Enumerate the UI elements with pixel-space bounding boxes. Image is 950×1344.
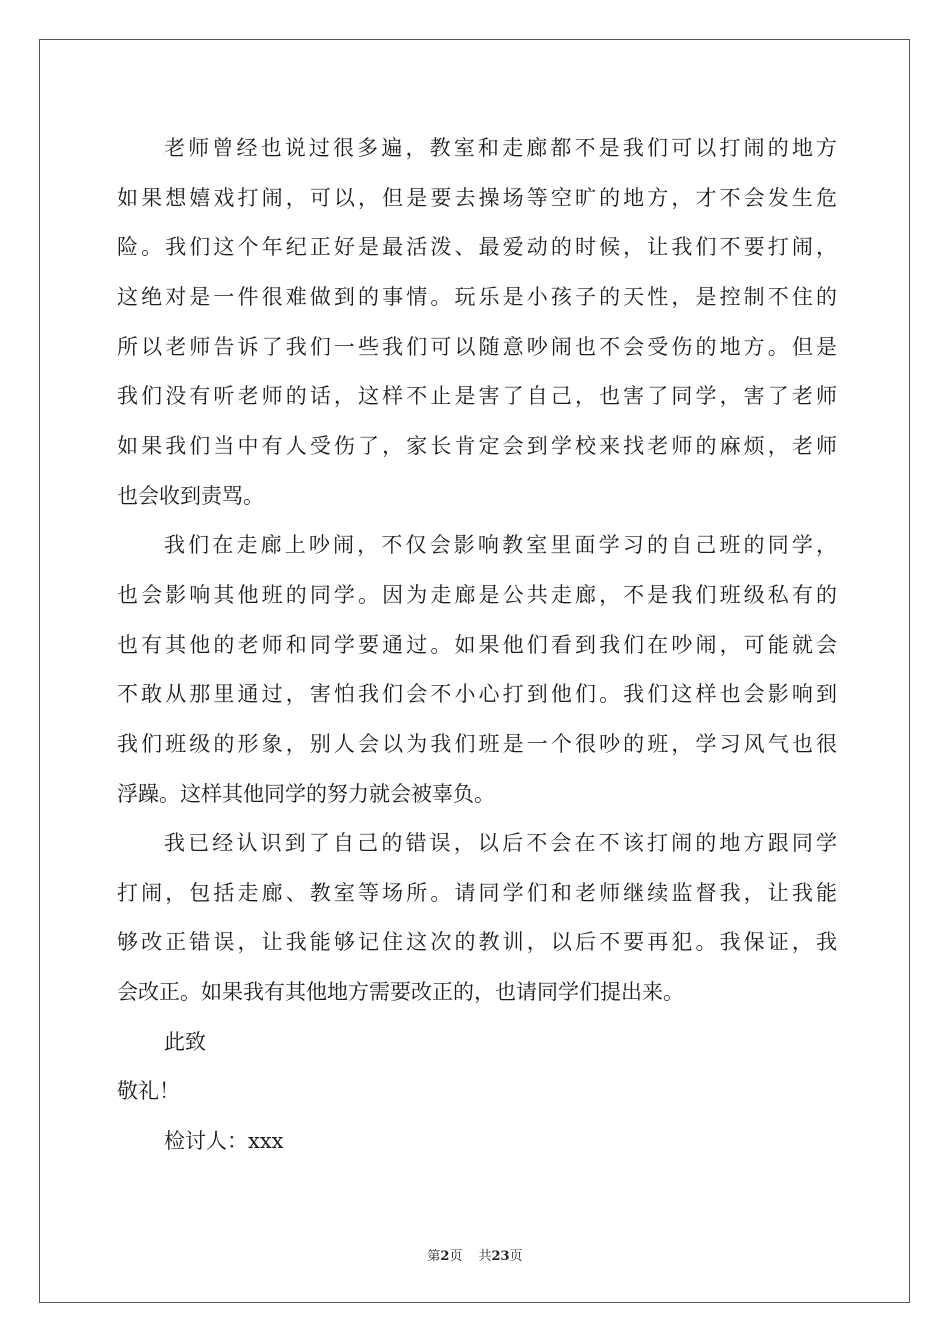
page-footer [0,1248,950,1266]
paragraph-2-line-2: 也会影响其他班的同学。因为走廊是公共走廊，不是我们班级私有的 [117,583,837,607]
paragraph-2-line-4: 不敢从那里通过，害怕我们会不小心打到他们。我们这样也会影响到 [117,682,837,706]
paragraph-1-line-8: 也会收到责骂。 [117,484,264,508]
paragraph-1-line-2: 如果想嬉戏打闹，可以，但是要去操场等空旷的地方，才不会发生危 [117,186,837,210]
paragraph-1-line-5: 所以老师告诉了我们一些我们可以随意吵闹也不会受伤的地方。但是 [117,335,837,359]
paragraph-2-line-5: 我们班级的形象，别人会以为我们班是一个很吵的班，学习风气也很 [117,732,837,756]
signature: 检讨人：xxx [164,1129,284,1153]
paragraph-1-line-3: 险。我们这个年纪正好是最活泼、最爱动的时候，让我们不要打闹， [117,235,837,259]
paragraph-3-line-1: 我已经认识到了自己的错误，以后不会在不该打闹的地方跟同学 [164,831,837,855]
respect-line: 敬礼！ [117,1079,180,1103]
total-prefix: 共 [478,1249,492,1264]
paragraph-3-line-3: 够改正错误，让我能够记住这次的教训，以后不要再犯。我保证，我 [117,930,837,954]
paragraph-2-line-3: 也有其他的老师和同学要通过。如果他们看到我们在吵闹，可能就会 [117,633,837,657]
paragraph-2-line-1: 我们在走廊上吵闹，不仅会影响教室里面学习的自己班的同学， [164,533,837,557]
salutation: 此致 [164,1030,206,1054]
page-current: 2 [440,1249,450,1264]
paragraph-1-line-7: 如果我们当中有人受伤了，家长肯定会到学校来找老师的麻烦，老师 [117,434,837,458]
paragraph-3-line-4: 会改正。如果我有其他地方需要改正的，也请同学们提出来。 [117,980,684,1004]
paragraph-1-line-6: 我们没有听老师的话，这样不止是害了自己，也害了同学，害了老师 [117,384,837,408]
paragraph-2-line-6: 浮躁。这样其他同学的努力就会被辜负。 [117,782,495,806]
paragraph-1-line-1: 老师曾经也说过很多遍，教室和走廊都不是我们可以打闹的地方 [164,136,837,160]
total-suffix: 页 [509,1249,523,1264]
page-prefix: 第 [427,1249,441,1264]
page-border [39,39,910,1303]
page-total: 23 [491,1249,510,1264]
paragraph-3-line-2: 打闹，包括走廊、教室等场所。请同学们和老师继续监督我，让我能 [117,881,837,905]
page-suffix: 页 [449,1249,463,1264]
paragraph-1-line-4: 这绝对是一件很难做到的事情。玩乐是小孩子的天性，是控制不住的 [117,285,837,309]
